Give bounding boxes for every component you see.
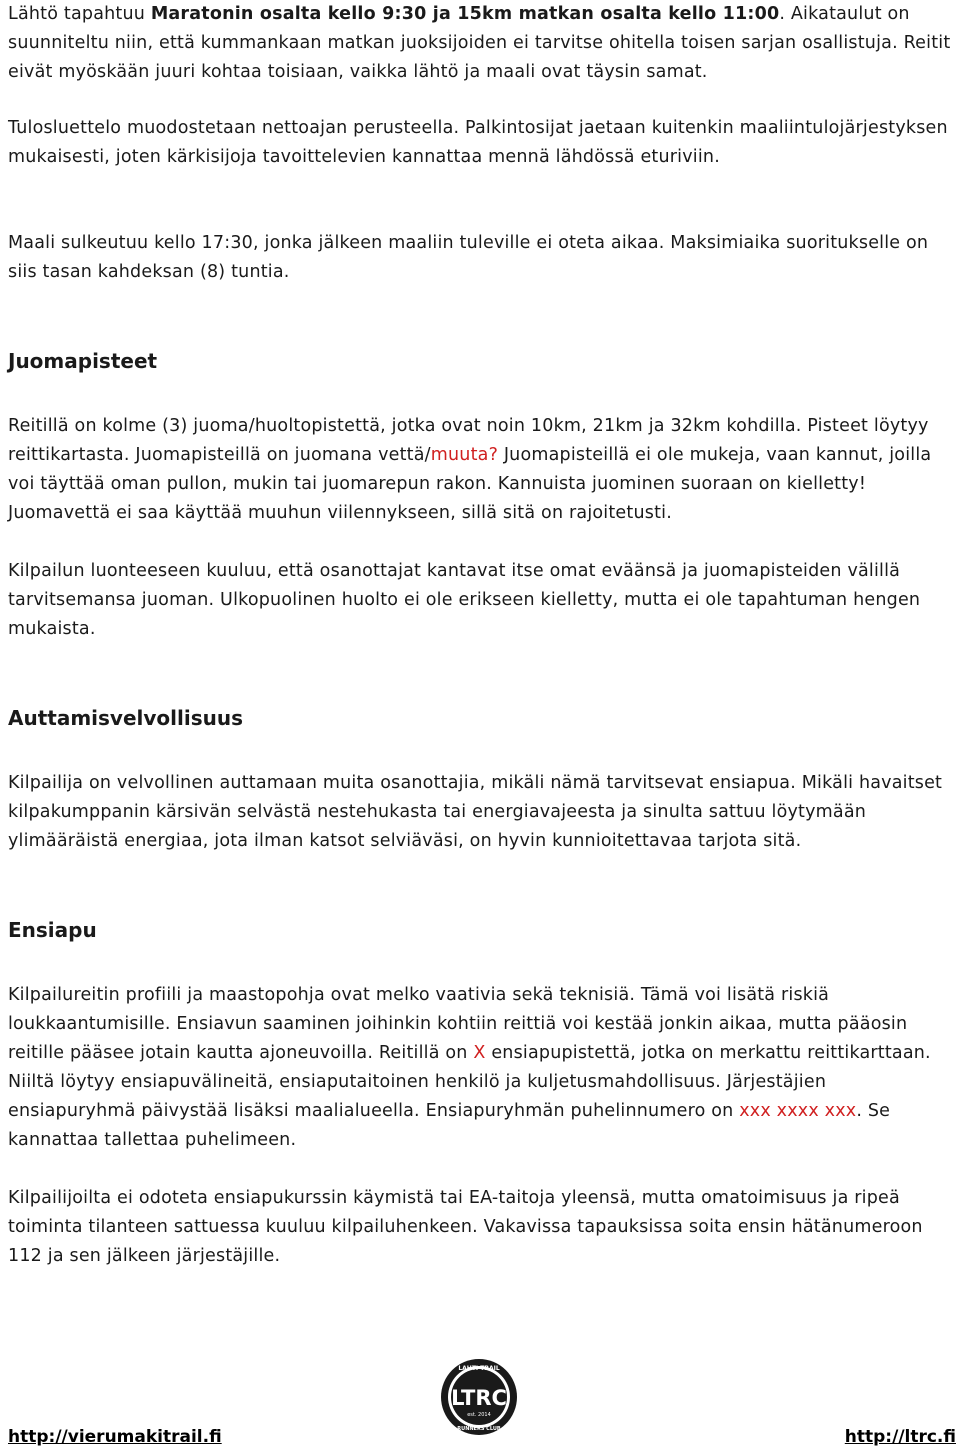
text-span: . Se kannattaa tallettaa puhelimeen. <box>8 1101 891 1150</box>
logo-top-arc: LAHTI TRAIL <box>458 1365 500 1372</box>
text-span: Reitillä on kolme (3) juoma/huoltopistettä, jotka ovat noin 10km, 21km ja 32km kohdilla. Pisteet löytyy reittikartasta. Juomapisteillä on juomana vettä/ <box>8 416 929 465</box>
ltrc-logo <box>440 1358 518 1436</box>
text-span: Juomapisteillä ei ole mukeja, vaan kannut, joilla voi täyttää oman pullon, mukin tai juomarepun rakon. Kannuista juominen suoraan on kielletty! Juomavettä ei saa käyttää muuhun viilennykseen, sillä sitä on rajoitetusti. <box>8 445 932 523</box>
red-placeholder-phone: xxx xxxx xxx <box>739 1101 857 1121</box>
heading-auttamisvelvollisuus: Auttamisvelvollisuus <box>8 706 244 730</box>
paragraph-assist-duty: Kilpailija on velvollinen auttamaan muita osanottajia, mikäli nämä tarvitsevat ensiapua. Mikäli havaitset kilpakumppanin kärsivän selvästä nestehukasta tai energiavajeesta ja sinulta sattuu löytymään ylimääräistä energiaa, jota ilman katsot selviäväsi, on hyvin kunnioitettavaa tarjota sitä. <box>8 773 943 851</box>
red-placeholder-count: X <box>473 1043 486 1063</box>
footer-link-vierumakitrail[interactable]: http://vierumakitrail.fi <box>8 1427 222 1447</box>
paragraph-results: Tulosluettelo muodostetaan nettoajan perusteella. Palkintosijat jaetaan kuitenkin maaliintulojärjestyksen mukaisesti, joten kärkisijoja tavoittelevien kannattaa mennä lähdössä eturiviin. <box>8 118 948 167</box>
heading-ensiapu: Ensiapu <box>8 918 97 942</box>
text-span: . Aikataulut on suunniteltu niin, että kummankaan matkan juoksijoiden ei tarvitse ohitella toisen sarjan osallistuja. Reitit eivät myöskään juuri kohtaa toisiaan, vaikka lähtö ja maali ovat täysin samat. <box>8 4 951 82</box>
paragraph-start-times <box>8 0 956 87</box>
logo-letters: LTRC <box>451 1386 507 1410</box>
footer-link-ltrc[interactable]: http://ltrc.fi <box>844 1427 956 1447</box>
bold-start-times: Maratonin osalta kello 9:30 ja 15km matkan osalta kello 11:00 <box>150 4 780 24</box>
paragraph-finish-closing: Maali sulkeutuu kello 17:30, jonka jälkeen maaliin tuleville ei oteta aikaa. Maksimiaika suoritukselle on siis tasan kahdeksan (8) tuntia. <box>8 233 929 282</box>
paragraph-first-aid-skills: Kilpailijoilta ei odoteta ensiapukurssin käymistä tai EA-taitoja yleensä, mutta omatoimisuus ja ripeä toiminta tilanteen sattuessa kuuluu kilpailuhenkeen. Vakavissa tapauksissa soita ensin hätänumeroon 112 ja sen jälkeen järjestäjille. <box>8 1188 923 1266</box>
logo-est: est. 2014 <box>467 1412 491 1418</box>
heading-juomapisteet: Juomapisteet <box>8 349 158 373</box>
paragraph-drink-stations <box>8 412 956 528</box>
text-span: Lähtö tapahtuu <box>8 4 151 24</box>
text-span: Kilpailureitin profiili ja maastopohja ovat melko vaativia sekä teknisiä. Tämä voi lisätä riskiä loukkaantumisille. Ensiavun saaminen joihinkin kohtiin reittiä voi kestää jonkin aikaa, mutta pääosin reitille pääsee jotain kautta ajoneuvoilla. Reitillä on <box>8 985 908 1063</box>
paragraph-first-aid <box>8 981 948 1155</box>
text-span: ensiapupistettä, jotka on merkattu reittikarttaan. Niiltä löytyy ensiapuvälineitä, ensiaputaitoinen henkilö ja kuljetusmahdollisuus. Järjestäjien ensiapuryhmä päivystää lisäksi maalialueella. Ensiapuryhmän puhelinnumero on <box>8 1043 931 1121</box>
red-placeholder: muuta? <box>430 445 499 465</box>
logo-bottom-arc: RUNNERS CLUB <box>457 1426 501 1432</box>
paragraph-self-supply: Kilpailun luonteeseen kuuluu, että osanottajat kantavat itse omat eväänsä ja juomapisteiden välillä tarvitsemansa juoman. Ulkopuolinen huolto ei ole erikseen kielletty, mutta ei ole tapahtuman hengen mukaista. <box>8 561 921 639</box>
